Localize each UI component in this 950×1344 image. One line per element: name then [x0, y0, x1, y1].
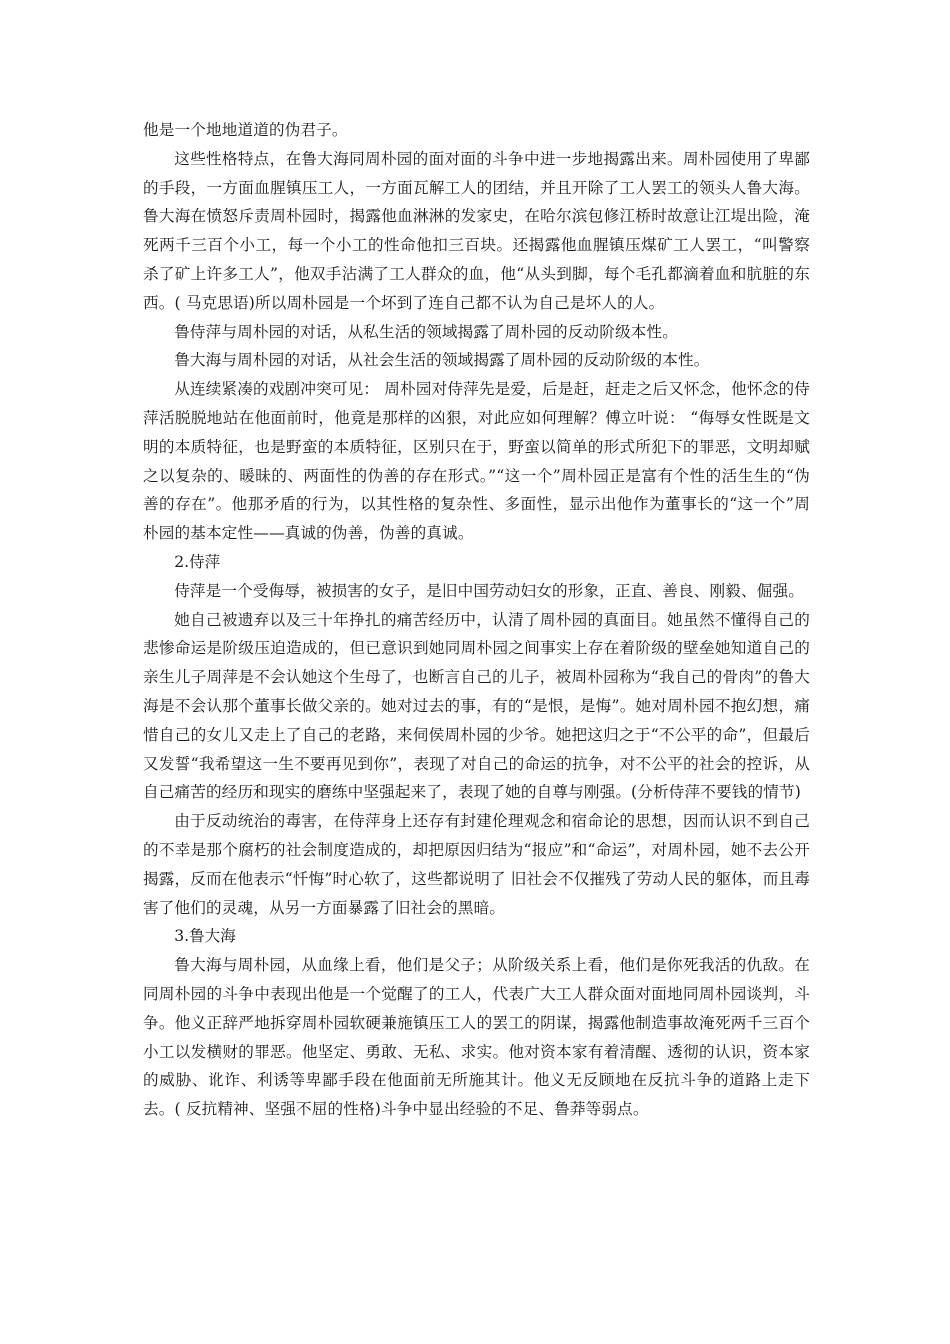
section-heading-ludahai: 3.鲁大海: [174, 927, 236, 946]
paragraph-5: 从连续紧凑的戏剧冲突可见： 周朴园对侍萍先是爱，后是赶，赶走之后又怀念，他怀念的侍萍活脱脱地站在他面前时，他竟是那样的凶狠，对此应如何理解？傅立叶说： “侮辱女性既是文明的本质特征，也是野蛮的本质特征，区别只在于，野蛮以简单的形式所犯下的罪恶，文明却赋之以复杂的、暖昧的、两面性的伪善的存在形式。”“这一个”周朴园正是富有个性的活生生的“伪善的存在”。他那矛盾的行为，以其性格的复杂性、多面性，显示出他作为董事长的“这一个”周朴园的基本定性——真诚的伪善，伪善的真诚。: [143, 380, 810, 543]
paragraph-2: 这些性格特点，在鲁大海同周朴园的面对面的斗争中进一步地揭露出来。周朴园使用了卑鄙的手段，一方面血腥镇压工人，一方面瓦解工人的团结，并且开除了工人罢工的领头人鲁大海。鲁大海在愤怒斥责周朴园时，揭露他血淋淋的发家史，在哈尔滨包修江桥时故意让江堤出险，淹死两千三百个小工，每一个小工的性命他扣三百块。还揭露他血腥镇压煤矿工人罢工，“叫警察杀了矿上许多工人”，他双手沾满了工人群众的血，他“从头到脚，每个毛孔都滴着血和肮脏的东西。( 马克思语)所以周朴园是一个坏到了连自己都不认为自己是坏人的人。: [143, 149, 810, 312]
document-page: [143, 116, 810, 1124]
paragraph-1: 他是一个地地道道的伪君子。: [143, 121, 348, 139]
paragraph-7: 她自己被遗弃以及三十年挣扎的痛苦经历中，认清了周朴园的真面目。她虽然不懂得自己的悲惨命运是阶级压迫造成的，但已意识到她同周朴园之间事实上存在着阶级的壁垒她知道自己的亲生儿子周萍是不会认她这个生母了，也断言自己的儿子，被周朴园称为“我自己的骨肉”的鲁大海是不会认那个董事长做父亲的。她对过去的事，有的“是恨，是悔”。她对周朴园不抱幻想，痛惜自己的女儿又走上了自己的老路，来伺侯周朴园的少爷。她把这归之于“不公平的命”，但最后又发誓“我希望这一生不要再见到你”，表现了对自己的命运的抗争，对不公平的社会的控诉，从自己痛苦的经历和现实的磨练中坚强起来了，表现了她的自尊与刚强。(分析侍萍不要钱的情节): [143, 610, 810, 802]
section-heading-shiping: 2.侍萍: [174, 552, 221, 571]
paragraph-3: 鲁侍萍与周朴园的对话，从私生活的领域揭露了周朴园的反动阶级本性。: [174, 322, 678, 341]
paragraph-4: 鲁大海与周朴园的对话，从社会生活的领域揭露了周朴园的反动阶级的本性。: [174, 351, 710, 370]
paragraph-9: 鲁大海与周朴园，从血缘上看，他们是父子；从阶级关系上看，他们是你死我活的仇敌。在同周朴园的斗争中表现出他是一个觉醒了的工人，代表广大工人群众面对面地同周朴园谈判，斗争。他义正辞严地拆穿周朴园软硬兼施镇压工人的罢工的阴谋，揭露他制造事故淹死两千三百个小工以发横财的罪恶。他坚定、勇敢、无私、求实。他对资本家有着清醒、透彻的认识，资本家的威胁、讹诈、利诱等卑鄙手段在他面前无所施其计。他义无反顾地在反抗斗争的道路上走下去。( 反抗精神、坚强不屈的性格)斗争中显出经验的不足、鲁莽等弱点。: [143, 956, 810, 1119]
paragraph-6: 侍萍是一个受侮辱，被损害的女子，是旧中国劳动妇女的形象，正直、善良、刚毅、倔强。: [174, 581, 804, 600]
paragraph-8: 由于反动统治的毒害，在侍萍身上还存有封建伦理观念和宿命论的思想，因而认识不到自己的不幸是那个腐朽的社会制度造成的，却把原因归结为“报应”和“命运”，对周朴园，她不去公开揭露，反而在他表示“忏悔”时心软了，这些都说明了 旧社会不仅摧残了劳动人民的躯体，而且毒害了他们的灵魂，从另一方面暴露了旧社会的黑暗。: [143, 812, 810, 917]
